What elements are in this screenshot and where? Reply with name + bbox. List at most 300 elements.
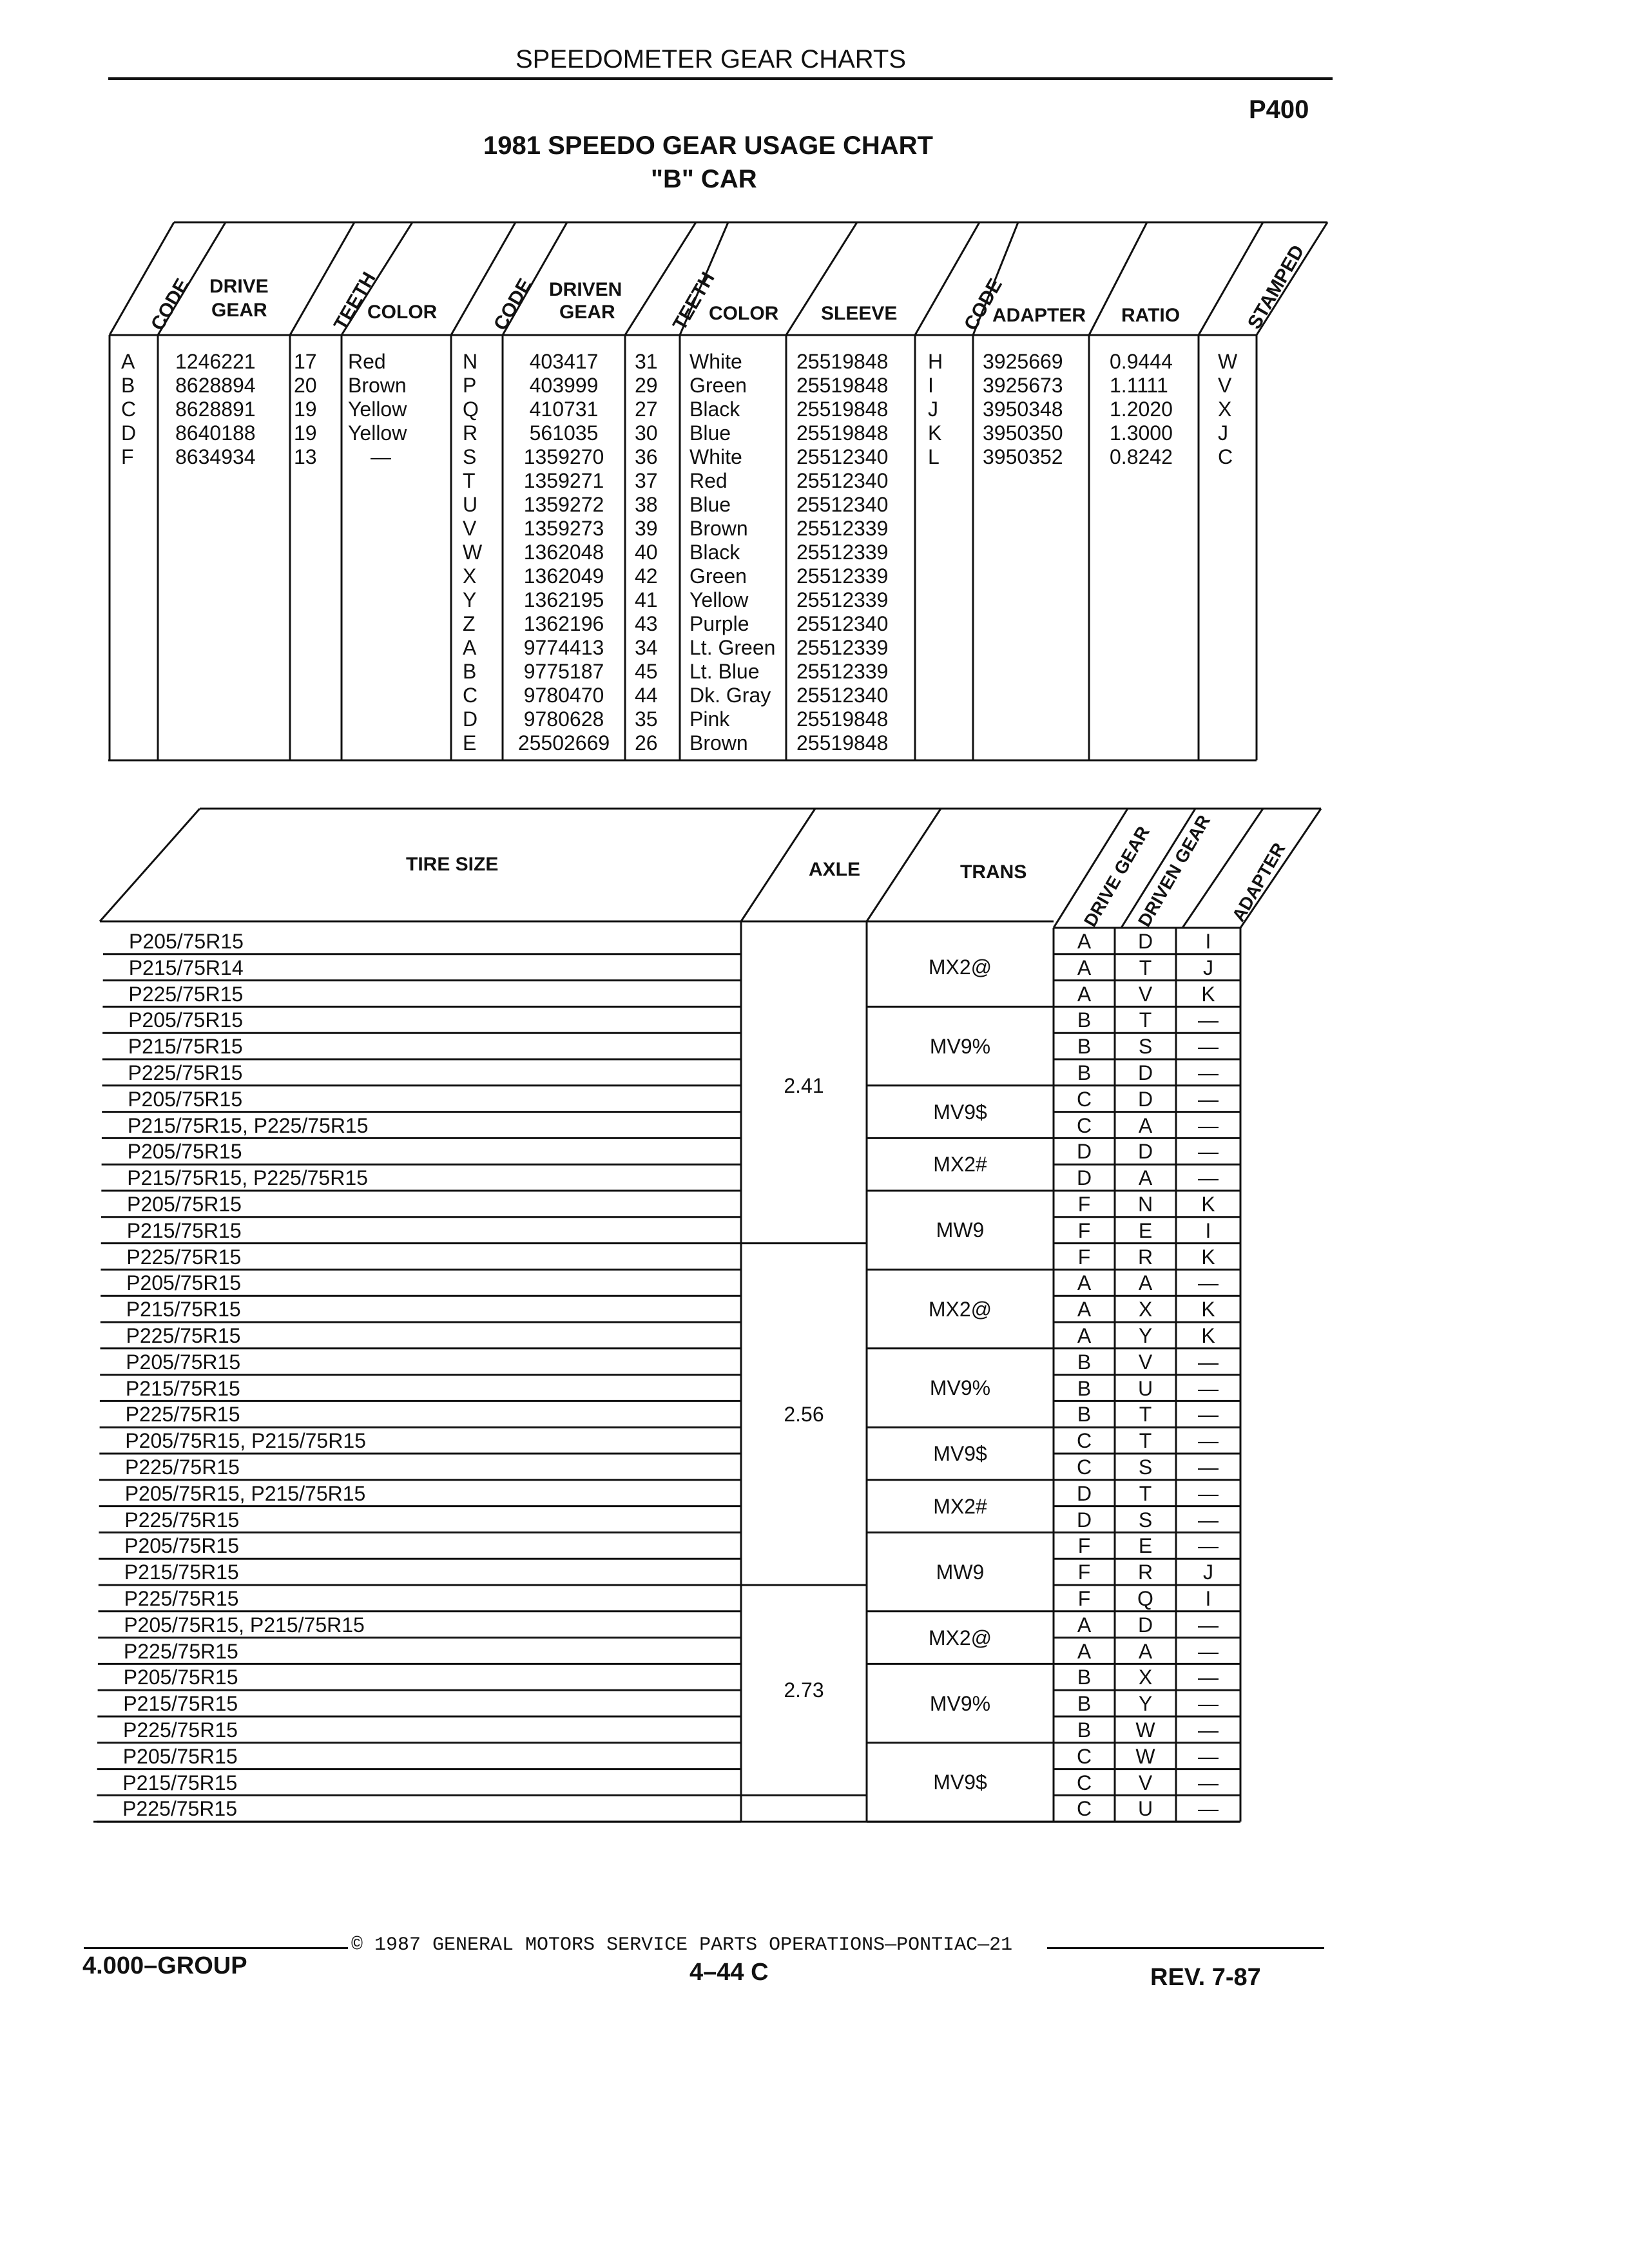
sleeve-cell: 25512340 [796, 612, 889, 635]
drive-gear-cell: B [1077, 1008, 1092, 1032]
driven-gear-cell: 561035 [529, 421, 599, 445]
tire-size-cell: P205/75R15 [126, 1271, 242, 1295]
driven-gear-cell: A [1138, 1639, 1153, 1663]
trans-cell: MV9$ [933, 1771, 987, 1794]
driven-color-cell: Lt. Blue [689, 660, 760, 683]
header-color-1: COLOR [367, 302, 438, 323]
page-code: P400 [1249, 95, 1309, 124]
adapter-cell: I [1205, 1218, 1211, 1242]
adapter-cell: 3950352 [983, 445, 1063, 468]
drive-teeth-cell: 19 [294, 398, 317, 421]
trans-cell: MX2@ [928, 956, 992, 979]
driven-gear-cell: U [1137, 1376, 1153, 1400]
driven-gear-cell: S [1138, 1508, 1153, 1532]
driven-code-cell: E [463, 731, 477, 754]
driven-color-cell: Pink [689, 707, 730, 731]
footer-rule-left [84, 1947, 348, 1949]
drive-code-cell: B [121, 374, 135, 397]
sleeve-cell: 25512339 [796, 541, 889, 564]
sleeve-cell: 25512339 [796, 636, 889, 659]
header-drive-gear-1: DRIVE [209, 276, 269, 297]
drive-gear-cell: B [1077, 1718, 1092, 1742]
drive-gear-cell: D [1076, 1140, 1092, 1164]
driven-gear-cell: D [1137, 1613, 1153, 1637]
tire-size-cell: P225/75R15 [122, 1797, 238, 1821]
tire-size-cell: P205/75R15 [122, 1744, 238, 1768]
driven-gear-cell: A [1138, 1271, 1153, 1295]
adapter-cell: — [1198, 1429, 1219, 1453]
sleeve-cell: 25512339 [796, 517, 889, 540]
driven-gear-cell: Q [1137, 1587, 1153, 1610]
sleeve-cell: 25519848 [796, 731, 889, 754]
header-color-2: COLOR [709, 303, 779, 324]
driven-gear-cell: A [1138, 1166, 1153, 1190]
header-sleeve: SLEEVE [821, 303, 898, 324]
axle-cell: 2.41 [784, 1073, 824, 1097]
tire-size-cell: P225/75R15 [124, 1587, 239, 1610]
chart-subtitle: "B" CAR [651, 165, 757, 193]
drive-gear-cell: F [1077, 1218, 1091, 1242]
drive-gear-cell: 8628891 [175, 398, 256, 421]
tire-size-cell: P215/75R15 [128, 1035, 243, 1059]
adapter-cell: — [1198, 1350, 1219, 1374]
drive-color-cell: Yellow [348, 421, 407, 445]
driven-teeth-cell: 45 [635, 660, 658, 683]
driven-teeth-cell: 40 [635, 541, 658, 564]
tire-size-cell: P205/75R15, P215/75R15 [125, 1429, 366, 1453]
driven-color-cell: Blue [689, 493, 731, 516]
adapter-cell: — [1198, 1035, 1219, 1059]
drive-gear-cell: B [1077, 1035, 1092, 1059]
tire-size-cell: P225/75R15 [125, 1403, 240, 1427]
tire-size-cell: P225/75R15 [126, 1324, 241, 1347]
driven-gear-cell: D [1137, 1061, 1153, 1084]
tire-size-cell: P225/75R15 [124, 1508, 240, 1532]
drive-teeth-cell: 13 [294, 445, 317, 468]
tire-size-cell: P205/75R15 [127, 1193, 242, 1216]
adapter-cell: — [1198, 1639, 1219, 1663]
adapter-code-cell: J [928, 398, 938, 421]
driven-gear-cell: 9775187 [523, 660, 604, 683]
header-teeth-2: TEETH [669, 268, 719, 334]
driven-gear-cell: 1359271 [523, 469, 604, 492]
driven-teeth-cell: 29 [635, 374, 658, 397]
ratio-cell: 0.8242 [1110, 445, 1173, 468]
tire-size-cell: P205/75R15 [123, 1666, 238, 1689]
adapter-code-cell: I [928, 374, 934, 397]
ratio-cell: 0.9444 [1110, 350, 1173, 373]
driven-code-cell: Z [463, 612, 476, 635]
tire-size-cell: P215/75R15, P225/75R15 [127, 1113, 369, 1137]
tire-size-cell: P215/75R15 [126, 1218, 242, 1242]
driven-gear-cell: 25502669 [517, 731, 610, 754]
adapter-cell: — [1198, 1718, 1219, 1742]
header-tire-size: TIRE SIZE [406, 854, 499, 875]
driven-gear-cell: U [1137, 1797, 1153, 1821]
driven-teeth-cell: 38 [635, 493, 658, 516]
adapter-cell: — [1198, 1271, 1219, 1295]
footer-rule-right [1047, 1947, 1324, 1949]
driven-color-cell: Red [689, 469, 728, 492]
adapter-cell: — [1198, 1692, 1219, 1716]
adapter-cell: — [1198, 1481, 1219, 1505]
header-trans: TRANS [960, 861, 1027, 883]
drive-teeth-cell: 20 [294, 374, 317, 397]
trans-cell: MW9 [936, 1218, 985, 1242]
axle-cell: 2.73 [784, 1678, 824, 1702]
header-adapter: ADAPTER [992, 305, 1086, 326]
drive-gear-cell: A [1077, 1613, 1092, 1637]
driven-code-cell: U [463, 493, 478, 516]
tire-size-cell: P225/75R15 [125, 1456, 240, 1479]
drive-gear-cell: D [1076, 1481, 1092, 1505]
adapter-cell: 3925673 [983, 374, 1063, 397]
tire-size-cell: P225/75R15 [123, 1718, 238, 1742]
tire-size-cell: P215/75R15 [124, 1561, 239, 1584]
driven-code-cell: P [463, 374, 477, 397]
driven-color-cell: Brown [689, 517, 748, 540]
driven-color-cell: Black [689, 398, 740, 421]
trans-cell: MV9$ [933, 1442, 987, 1465]
adapter-cell: — [1198, 1534, 1219, 1558]
tire-size-cell: P225/75R15 [123, 1639, 238, 1663]
tire-size-cell: P205/75R15 [129, 930, 244, 953]
tire-size-cell: P205/75R15, P215/75R15 [124, 1481, 366, 1505]
driven-gear-cell: 1359270 [523, 445, 604, 468]
tire-size-cell: P205/75R15, P215/75R15 [124, 1613, 365, 1637]
adapter-code-cell: K [928, 421, 942, 445]
drive-gear-cell: A [1077, 1271, 1092, 1295]
drive-gear-cell: A [1077, 930, 1092, 953]
driven-gear-cell: N [1137, 1193, 1153, 1216]
driven-gear-cell: 410731 [529, 398, 599, 421]
drive-code-cell: C [121, 398, 137, 421]
footer-revision: REV. 7-87 [1150, 1964, 1261, 1991]
driven-gear-cell: V [1138, 982, 1153, 1006]
driven-gear-cell: S [1138, 1456, 1153, 1479]
drive-gear-cell: B [1077, 1061, 1092, 1084]
footer-copyright: © 1987 GENERAL MOTORS SERVICE PARTS OPERATIONS—PONTIAC—21 [351, 1934, 1013, 1956]
driven-gear-cell: 1362196 [523, 612, 604, 635]
header-code-3: CODE [960, 274, 1007, 334]
driven-teeth-cell: 41 [635, 588, 658, 611]
driven-teeth-cell: 43 [635, 612, 658, 635]
sleeve-cell: 25512340 [796, 445, 889, 468]
sleeve-cell: 25519848 [796, 350, 889, 373]
drive-gear-cell: C [1076, 1744, 1092, 1768]
adapter-cell: — [1198, 1456, 1219, 1479]
drive-gear-cell: F [1077, 1561, 1091, 1584]
trans-cell: MV9% [929, 1034, 991, 1058]
adapter-cell: — [1198, 1140, 1219, 1164]
header-stamped: STAMPED [1244, 241, 1309, 333]
driven-gear-cell: 9774413 [523, 636, 604, 659]
driven-code-cell: A [463, 636, 477, 659]
driven-code-cell: Y [463, 588, 477, 611]
drive-gear-cell: 8634934 [175, 445, 256, 468]
adapter-cell: J [1203, 1561, 1213, 1584]
adapter-cell: 3950350 [983, 421, 1063, 445]
adapter-cell: 3925669 [983, 350, 1063, 373]
driven-gear-cell: E [1138, 1534, 1153, 1558]
drive-gear-cell: C [1076, 1429, 1092, 1453]
sleeve-cell: 25512340 [796, 684, 889, 707]
stamped-cell: J [1218, 421, 1228, 445]
tire-size-cell: P205/75R15 [128, 1008, 244, 1032]
driven-color-cell: White [689, 445, 742, 468]
driven-color-cell: Yellow [689, 588, 749, 611]
adapter-cell: — [1198, 1376, 1219, 1400]
tire-size-cell: P225/75R15 [126, 1245, 242, 1269]
header-teeth-1: TEETH [330, 268, 380, 334]
drive-gear-cell: A [1077, 982, 1092, 1006]
driven-gear-cell: 1362195 [523, 588, 604, 611]
sleeve-cell: 25512340 [796, 469, 889, 492]
page-title: SPEEDOMETER GEAR CHARTS [516, 45, 907, 73]
tire-size-cell: P215/75R15 [126, 1298, 241, 1321]
tire-size-cell: P225/75R15 [128, 1061, 243, 1084]
driven-teeth-cell: 39 [635, 517, 658, 540]
header-adapter-lower: ADAPTER [1228, 839, 1289, 925]
drive-gear-cell: D [1076, 1166, 1092, 1190]
trans-cell: MX2@ [928, 1626, 992, 1649]
drive-color-cell: Red [348, 350, 386, 373]
trans-cell: MX2# [933, 1153, 987, 1177]
drive-gear-cell: C [1076, 1797, 1092, 1821]
driven-teeth-cell: 26 [635, 731, 658, 754]
driven-gear-cell: 403999 [529, 374, 599, 397]
adapter-cell: — [1198, 1061, 1219, 1084]
adapter-cell: K [1201, 1298, 1215, 1321]
driven-gear-cell: T [1139, 1403, 1152, 1427]
drive-gear-cell: C [1076, 1456, 1092, 1479]
stamped-cell: X [1218, 398, 1232, 421]
drive-gear-cell: F [1077, 1534, 1091, 1558]
tire-size-cell: P205/75R15 [124, 1534, 240, 1558]
adapter-cell: — [1198, 1797, 1219, 1821]
stamped-cell: C [1218, 445, 1233, 468]
driven-gear-cell: T [1139, 1481, 1152, 1505]
driven-code-cell: R [463, 421, 478, 445]
driven-gear-cell: E [1138, 1218, 1153, 1242]
drive-gear-cell: B [1077, 1376, 1092, 1400]
ratio-cell: 1.3000 [1110, 421, 1173, 445]
tire-size-cell: P225/75R15 [128, 982, 244, 1006]
driven-code-cell: V [463, 517, 477, 540]
tire-size-cell: P215/75R15, P225/75R15 [127, 1166, 368, 1190]
driven-gear-cell: X [1138, 1298, 1153, 1321]
sleeve-cell: 25512340 [796, 493, 889, 516]
header-driven-gear-2: GEAR [559, 302, 615, 323]
adapter-cell: K [1201, 1245, 1215, 1269]
drive-gear-cell: C [1076, 1087, 1092, 1111]
adapter-cell: — [1198, 1113, 1219, 1137]
adapter-cell: K [1201, 1324, 1215, 1347]
drive-gear-cell: F [1077, 1245, 1091, 1269]
sleeve-cell: 25512339 [796, 660, 889, 683]
drive-teeth-cell: 19 [294, 421, 317, 445]
adapter-cell: I [1205, 1587, 1211, 1610]
drive-gear-cell: A [1077, 1324, 1092, 1347]
drive-gear-cell: C [1076, 1113, 1092, 1137]
driven-gear-cell: 9780470 [523, 684, 604, 707]
driven-gear-cell: D [1137, 1140, 1153, 1164]
drive-gear-cell: B [1077, 1666, 1092, 1689]
driven-gear-cell: 1359273 [523, 517, 604, 540]
driven-code-cell: C [463, 684, 478, 707]
driven-color-cell: Black [689, 541, 740, 564]
driven-teeth-cell: 44 [635, 684, 658, 707]
tire-size-cell: P215/75R15 [123, 1692, 238, 1716]
driven-gear-cell: D [1137, 930, 1153, 953]
driven-gear-cell: S [1138, 1035, 1153, 1059]
adapter-cell: — [1198, 1744, 1219, 1768]
driven-code-cell: S [463, 445, 477, 468]
adapter-code-cell: L [928, 445, 940, 468]
driven-teeth-cell: 31 [635, 350, 658, 373]
header-axle: AXLE [809, 859, 861, 880]
tire-size-cell: P205/75R15 [127, 1140, 242, 1164]
driven-teeth-cell: 34 [635, 636, 658, 659]
axle-cell: 2.56 [784, 1402, 824, 1426]
driven-gear-cell: 9780628 [523, 707, 604, 731]
trans-cell: MX2# [933, 1494, 987, 1518]
adapter-cell: I [1205, 930, 1211, 953]
driven-gear-cell: A [1138, 1113, 1153, 1137]
driven-teeth-cell: 42 [635, 564, 658, 588]
sleeve-cell: 25512339 [796, 564, 889, 588]
driven-code-cell: W [463, 541, 483, 564]
header-code-1: CODE [147, 274, 193, 334]
adapter-cell: — [1198, 1771, 1219, 1794]
adapter-cell: 3950348 [983, 398, 1063, 421]
driven-color-cell: Brown [689, 731, 748, 754]
drive-gear-cell: B [1077, 1692, 1092, 1716]
sleeve-cell: 25519848 [796, 374, 889, 397]
ratio-cell: 1.1111 [1110, 374, 1168, 397]
driven-color-cell: Dk. Gray [689, 684, 771, 707]
tire-size-cell: P205/75R15 [128, 1087, 243, 1111]
footer-page-number: 4–44 C [689, 1959, 769, 1986]
driven-teeth-cell: 36 [635, 445, 658, 468]
sleeve-cell: 25519848 [796, 398, 889, 421]
drive-gear-cell: F [1077, 1587, 1091, 1610]
driven-code-cell: Q [463, 398, 479, 421]
header-drive-gear-2: GEAR [211, 300, 267, 321]
drive-color-cell: Yellow [348, 398, 407, 421]
driven-gear-cell: 1362048 [523, 541, 604, 564]
driven-code-cell: D [463, 707, 478, 731]
driven-gear-cell: W [1135, 1718, 1155, 1742]
header-ratio: RATIO [1121, 305, 1181, 326]
driven-code-cell: B [463, 660, 477, 683]
drive-color-cell: — [371, 445, 391, 468]
driven-gear-cell: T [1139, 956, 1152, 979]
driven-gear-cell: D [1137, 1087, 1153, 1111]
driven-color-cell: Green [689, 374, 747, 397]
header-driven-gear-1: DRIVEN [549, 279, 622, 300]
stamped-cell: W [1218, 350, 1238, 373]
trans-cell: MV9% [929, 1376, 991, 1399]
ratio-cell: 1.2020 [1110, 398, 1173, 421]
trans-cell: MV9$ [933, 1100, 987, 1124]
driven-code-cell: N [463, 350, 478, 373]
drive-gear-cell: A [1077, 1639, 1092, 1663]
drive-gear-cell: A [1077, 956, 1092, 979]
driven-gear-cell: V [1138, 1771, 1153, 1794]
driven-gear-cell: R [1137, 1561, 1153, 1584]
drive-gear-cell: B [1077, 1350, 1092, 1374]
adapter-cell: J [1203, 956, 1213, 979]
stamped-cell: V [1218, 374, 1232, 397]
driven-color-cell: White [689, 350, 742, 373]
adapter-cell: — [1198, 1008, 1219, 1032]
drive-gear-cell: A [1077, 1298, 1092, 1321]
tire-size-cell: P215/75R14 [128, 956, 244, 979]
drive-gear-cell: F [1077, 1193, 1091, 1216]
driven-code-cell: T [463, 469, 476, 492]
drive-gear-cell: 8628894 [175, 374, 256, 397]
driven-gear-cell: Y [1138, 1324, 1153, 1347]
driven-gear-cell: Y [1138, 1692, 1153, 1716]
drive-teeth-cell: 17 [294, 350, 317, 373]
tire-size-cell: P205/75R15 [126, 1350, 241, 1374]
driven-color-cell: Purple [689, 612, 749, 635]
tire-size-cell: P215/75R15 [122, 1771, 238, 1794]
drive-code-cell: F [121, 445, 134, 468]
sleeve-cell: 25519848 [796, 421, 889, 445]
adapter-code-cell: H [928, 350, 943, 373]
adapter-cell: K [1201, 1193, 1215, 1216]
driven-gear-cell: 1362049 [523, 564, 604, 588]
driven-teeth-cell: 37 [635, 469, 658, 492]
drive-color-cell: Brown [348, 374, 407, 397]
adapter-cell: — [1198, 1666, 1219, 1689]
driven-gear-cell: 403417 [529, 350, 599, 373]
sleeve-cell: 25512339 [796, 588, 889, 611]
drive-gear-cell: C [1076, 1771, 1092, 1794]
adapter-cell: — [1198, 1166, 1219, 1190]
trans-cell: MV9% [929, 1691, 991, 1715]
sleeve-cell: 25519848 [796, 707, 889, 731]
adapter-cell: — [1198, 1613, 1219, 1637]
adapter-cell: — [1198, 1087, 1219, 1111]
chart-title: 1981 SPEEDO GEAR USAGE CHART [483, 131, 933, 160]
header-driven-gear: DRIVEN GEAR [1134, 811, 1215, 930]
footer-group: 4.000–GROUP [82, 1952, 247, 1979]
trans-cell: MW9 [936, 1560, 985, 1584]
driven-color-cell: Lt. Green [689, 636, 776, 659]
driven-color-cell: Blue [689, 421, 731, 445]
driven-teeth-cell: 30 [635, 421, 658, 445]
driven-gear-cell: T [1139, 1429, 1152, 1453]
driven-teeth-cell: 27 [635, 398, 658, 421]
drive-gear-cell: 8640188 [175, 421, 256, 445]
driven-gear-cell: T [1139, 1008, 1152, 1032]
driven-gear-cell: 1359272 [523, 493, 604, 516]
tire-size-cell: P215/75R15 [125, 1376, 240, 1400]
adapter-cell: — [1198, 1403, 1219, 1427]
drive-code-cell: A [121, 350, 135, 373]
driven-gear-cell: V [1138, 1350, 1153, 1374]
adapter-cell: K [1201, 982, 1215, 1006]
drive-code-cell: D [121, 421, 137, 445]
driven-gear-cell: X [1138, 1666, 1153, 1689]
drive-gear-cell: 1246221 [175, 350, 256, 373]
drive-gear-cell: D [1076, 1508, 1092, 1532]
header-drive-gear: DRIVE GEAR [1080, 823, 1153, 930]
driven-code-cell: X [463, 564, 477, 588]
